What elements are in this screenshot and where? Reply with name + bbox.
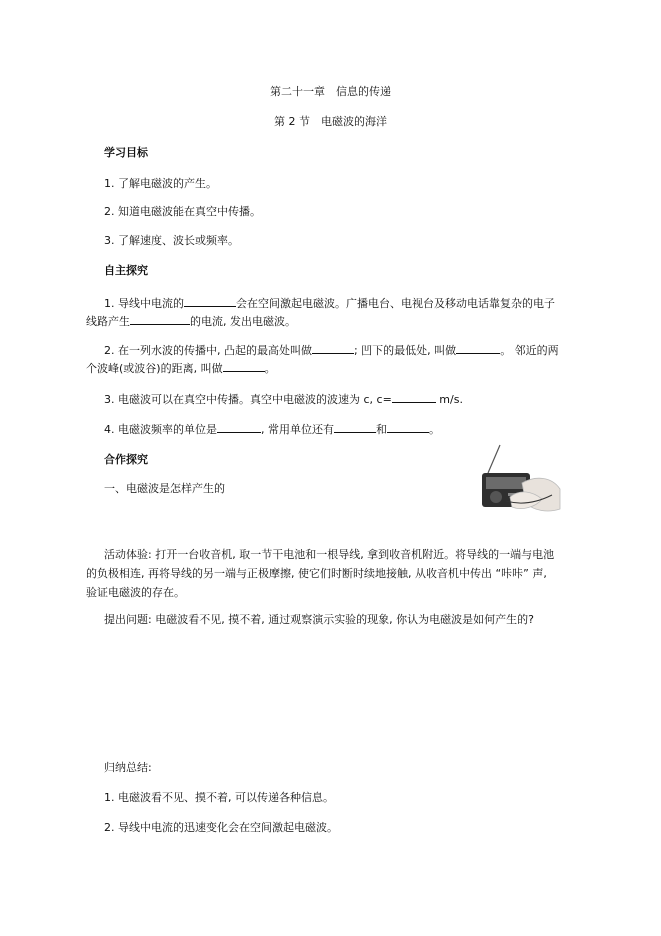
question-text: m/s.	[435, 393, 463, 406]
question-text: , 常用单位还有	[261, 423, 334, 436]
question-text: 1. 导线中电流的	[104, 297, 184, 310]
chapter-title: 第二十一章 信息的传递	[270, 85, 391, 98]
question-text: 2. 在一列水波的传播中, 凸起的最高处叫做	[104, 344, 312, 357]
question-text: 3. 电磁波可以在真空中传播。真空中电磁波的波速为 c, c=	[104, 393, 392, 406]
fill-blank[interactable]	[217, 421, 261, 433]
fill-blank[interactable]	[387, 421, 429, 433]
summary-item: 2. 导线中电流的迅速变化会在空间激起电磁波。	[104, 821, 338, 834]
question-1-line-1	[104, 295, 555, 312]
goal-item: 2. 知道电磁波能在真空中传播。	[104, 205, 261, 218]
activity-text: 活动体验: 打开一台收音机, 取一节干电池和一根导线, 拿到收音机附近。将导线的一端与电池	[104, 548, 555, 561]
fill-blank[interactable]	[130, 313, 190, 325]
activity-text: 验证电磁波的存在。	[86, 586, 185, 599]
question-2-line-1	[104, 342, 559, 359]
goal-item: 3. 了解速度、波长或频率。	[104, 234, 239, 247]
question-text: 个波峰(或波谷)的距离, 叫做	[86, 362, 223, 375]
radio-experiment-illustration	[466, 443, 562, 517]
question-prompt: 提出问题: 电磁波看不见, 摸不着, 通过观察演示实验的现象, 你认为电磁波是如何产生的?	[104, 613, 535, 626]
question-text: 。 邻近的两	[500, 344, 559, 357]
coop-subheading: 一、电磁波是怎样产生的	[104, 482, 225, 495]
fill-blank[interactable]	[223, 360, 265, 372]
question-4	[104, 421, 440, 438]
fill-blank[interactable]	[312, 342, 354, 354]
fill-blank[interactable]	[334, 421, 376, 433]
fill-blank[interactable]	[184, 295, 236, 307]
question-text: ; 凹下的最低处, 叫做	[353, 344, 457, 357]
coop-heading: 合作探究	[104, 453, 148, 466]
section-title: 第 2 节 电磁波的海洋	[274, 115, 387, 128]
question-text: 会在空间激起电磁波。广播电台、电视台及移动电话靠复杂的电子	[236, 297, 555, 310]
self-study-heading: 自主探究	[104, 264, 148, 277]
question-1-line-2	[86, 313, 296, 330]
question-text: 和	[376, 423, 387, 436]
fill-blank[interactable]	[456, 342, 500, 354]
summary-item: 1. 电磁波看不见、摸不着, 可以传递各种信息。	[104, 791, 334, 804]
question-text: 的电流, 发出电磁波。	[190, 315, 296, 328]
summary-heading: 归纳总结:	[104, 761, 152, 774]
goal-item: 1. 了解电磁波的产生。	[104, 177, 217, 190]
question-3	[104, 391, 463, 408]
question-text: 。	[429, 423, 440, 436]
goals-heading: 学习目标	[104, 146, 148, 159]
question-text: 4. 电磁波频率的单位是	[104, 423, 217, 436]
question-2-line-2	[86, 360, 276, 377]
question-text: 。	[264, 362, 276, 375]
activity-text: 的负极相连, 再将导线的另一端与正极摩擦, 使它们时断时续地接触, 从收音机中传出 “咔咔” 声,	[86, 567, 547, 580]
fill-blank[interactable]	[392, 391, 436, 403]
question-text: 线路产生	[86, 315, 130, 328]
